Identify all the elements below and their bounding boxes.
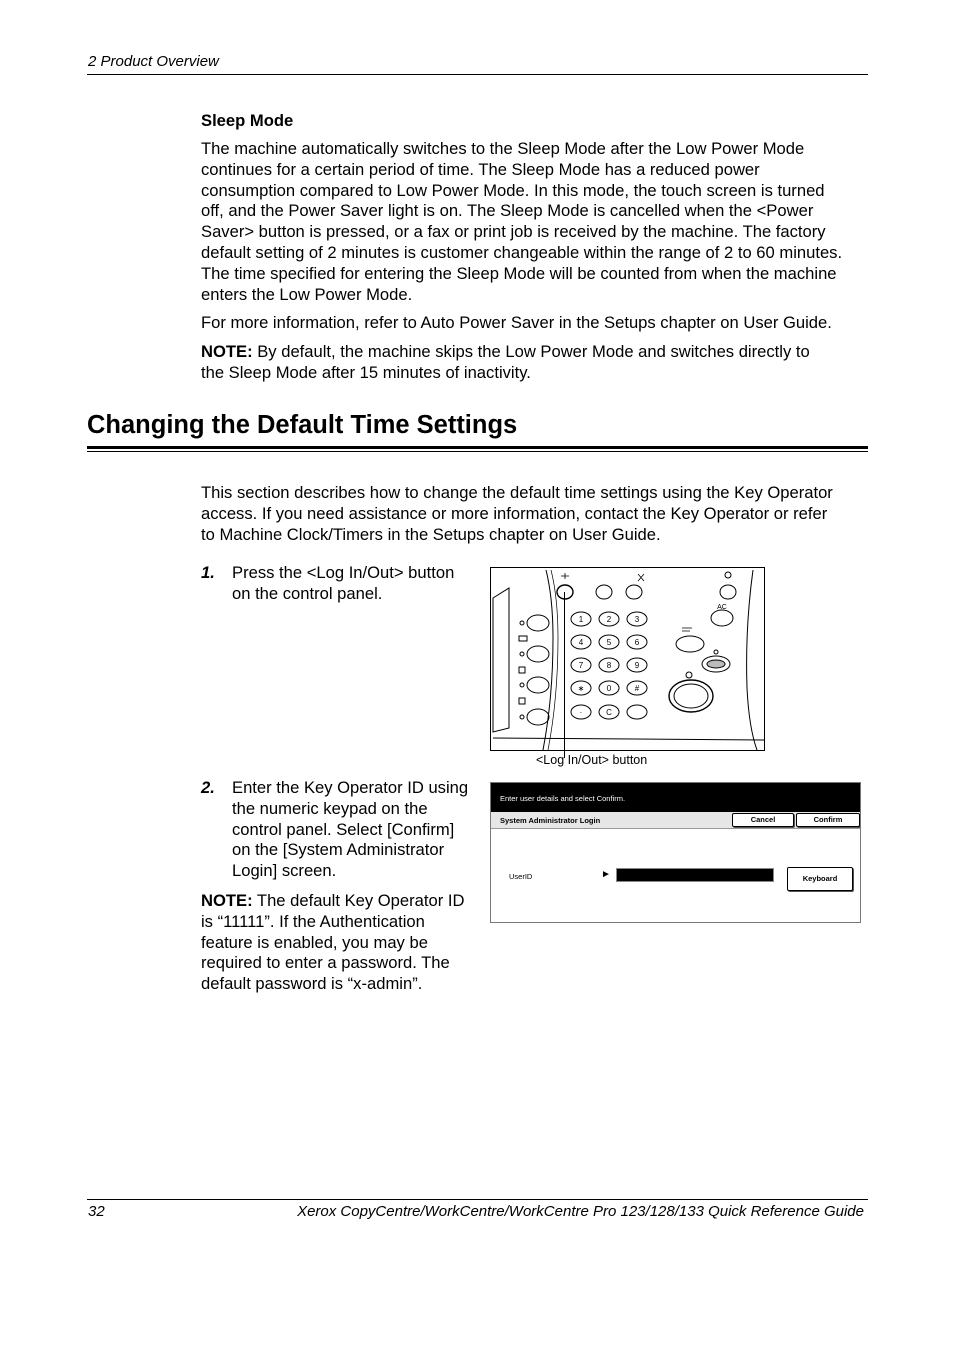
sleep-note (201, 342, 868, 384)
step-2-note (201, 891, 464, 995)
note-text: is “11111”. If the Authentication (201, 911, 425, 931)
key-label: 7 (578, 661, 584, 670)
note-text: By default, the machine skips the Low Power Mode and switches directly to (252, 342, 810, 361)
userid-label: UserID (509, 872, 533, 881)
log-in-out-button (557, 573, 573, 599)
note-text: The default Key Operator ID (252, 891, 465, 910)
screen-title: System Administrator Login (500, 816, 601, 825)
section-rule (87, 446, 868, 449)
step-number: 1. (201, 563, 215, 582)
key-label: 9 (634, 661, 640, 670)
screen-prompt: Enter user details and select Confirm. (500, 794, 626, 803)
text-line: Enter the Key Operator ID using (232, 778, 469, 797)
userid-field[interactable] (616, 868, 774, 882)
figure-caption: <Log In/Out> button (536, 753, 648, 767)
text-line: off, and the Power Saver light is on. The Sleep Mode is cancelled when the <Power (201, 201, 814, 221)
text-line: Saver> button is pressed, or a fax or print job is received by the machine. The factory (201, 222, 826, 242)
key-label: 6 (634, 638, 640, 647)
more-info-paragraph: For more information, refer to Auto Power Saver in the Setups chapter on User Guide. (201, 313, 832, 332)
note-text: feature is enabled, you may be (201, 932, 428, 952)
key-label: # (634, 684, 640, 693)
key-label: 1 (578, 615, 584, 624)
mode-buttons (519, 615, 549, 725)
callout-line (564, 592, 565, 758)
note-text: required to enter a password. The (201, 953, 450, 973)
key-label: ∗ (577, 684, 585, 693)
text-line: This section describes how to change the default time settings using the Key Operator (201, 483, 833, 502)
arrow-right-icon: ► (601, 869, 611, 880)
text-line: Press the <Log In/Out> button (232, 563, 455, 582)
screen-message-bar (491, 783, 860, 812)
step-number: 2. (201, 778, 215, 797)
key-label: 8 (606, 661, 612, 670)
text-line: enters the Low Power Mode. (201, 284, 413, 304)
text-line: the numeric keypad on the (232, 798, 428, 818)
ac-label: AC (717, 604, 727, 611)
section-rule-thin (87, 451, 868, 452)
running-header: 2 Product Overview (88, 53, 219, 70)
control-panel-illustration (490, 567, 765, 751)
key-label: 4 (578, 638, 584, 647)
sleep-mode-heading: Sleep Mode (201, 111, 294, 130)
screen-title-bar (491, 812, 860, 829)
sleep-mode-paragraph (201, 139, 868, 305)
cancel-button[interactable]: Cancel (732, 813, 794, 827)
key-label: 2 (606, 615, 612, 624)
footer-rule (87, 1199, 868, 1200)
text-line: on the [System Administrator (232, 840, 445, 860)
section-title: Changing the Default Time Settings (87, 411, 518, 439)
section-intro (201, 483, 868, 545)
key-label: C (606, 708, 612, 717)
confirm-button[interactable]: Confirm (796, 813, 860, 827)
step-1-text (232, 563, 454, 605)
key-label: 0 (606, 684, 612, 693)
note-text: default password is “x-admin”. (201, 974, 423, 994)
step-2-text (232, 778, 468, 882)
login-screen-illustration (490, 782, 861, 923)
keypad-labels (578, 615, 640, 717)
text-line: The machine automatically switches to the Sleep Mode after the Low Power Mode (201, 139, 805, 158)
note-text: the Sleep Mode after 15 minutes of inactivity. (201, 362, 531, 382)
text-line: default setting of 2 minutes is customer changeable within the range of 2 to 60 minutes. (201, 242, 843, 262)
key-label: 3 (634, 615, 640, 624)
right-buttons (669, 572, 736, 712)
note-label: NOTE: (201, 342, 253, 361)
text-line: access. If you need assistance or more information, contact the Key Operator or refer (201, 503, 828, 523)
text-line: consumption compared to Low Power Mode. In this mode, the touch screen is turned (201, 180, 825, 200)
note-label: NOTE: (201, 891, 253, 910)
page-number: 32 (88, 1203, 105, 1220)
text-line: control panel. Select [Confirm] (232, 819, 455, 839)
control-panel-drawing (491, 568, 765, 751)
text-line: on the control panel. (232, 583, 383, 603)
keyboard-button[interactable]: Keyboard (787, 867, 853, 891)
header-rule (87, 74, 868, 75)
key-label: 5 (606, 638, 612, 647)
text-line: to Machine Clock/Timers in the Setups chapter on User Guide. (201, 524, 661, 544)
key-label: · (579, 708, 583, 717)
text-line: The time specified for entering the Sleep Mode will be counted from when the machine (201, 263, 837, 283)
text-line: Login] screen. (232, 861, 337, 881)
footer-title: Xerox CopyCentre/WorkCentre/WorkCentre Pro 123/128/133 Quick Reference Guide (297, 1203, 864, 1220)
text-line: continues for a certain period of time. The Sleep Mode has a reduced power (201, 159, 760, 179)
